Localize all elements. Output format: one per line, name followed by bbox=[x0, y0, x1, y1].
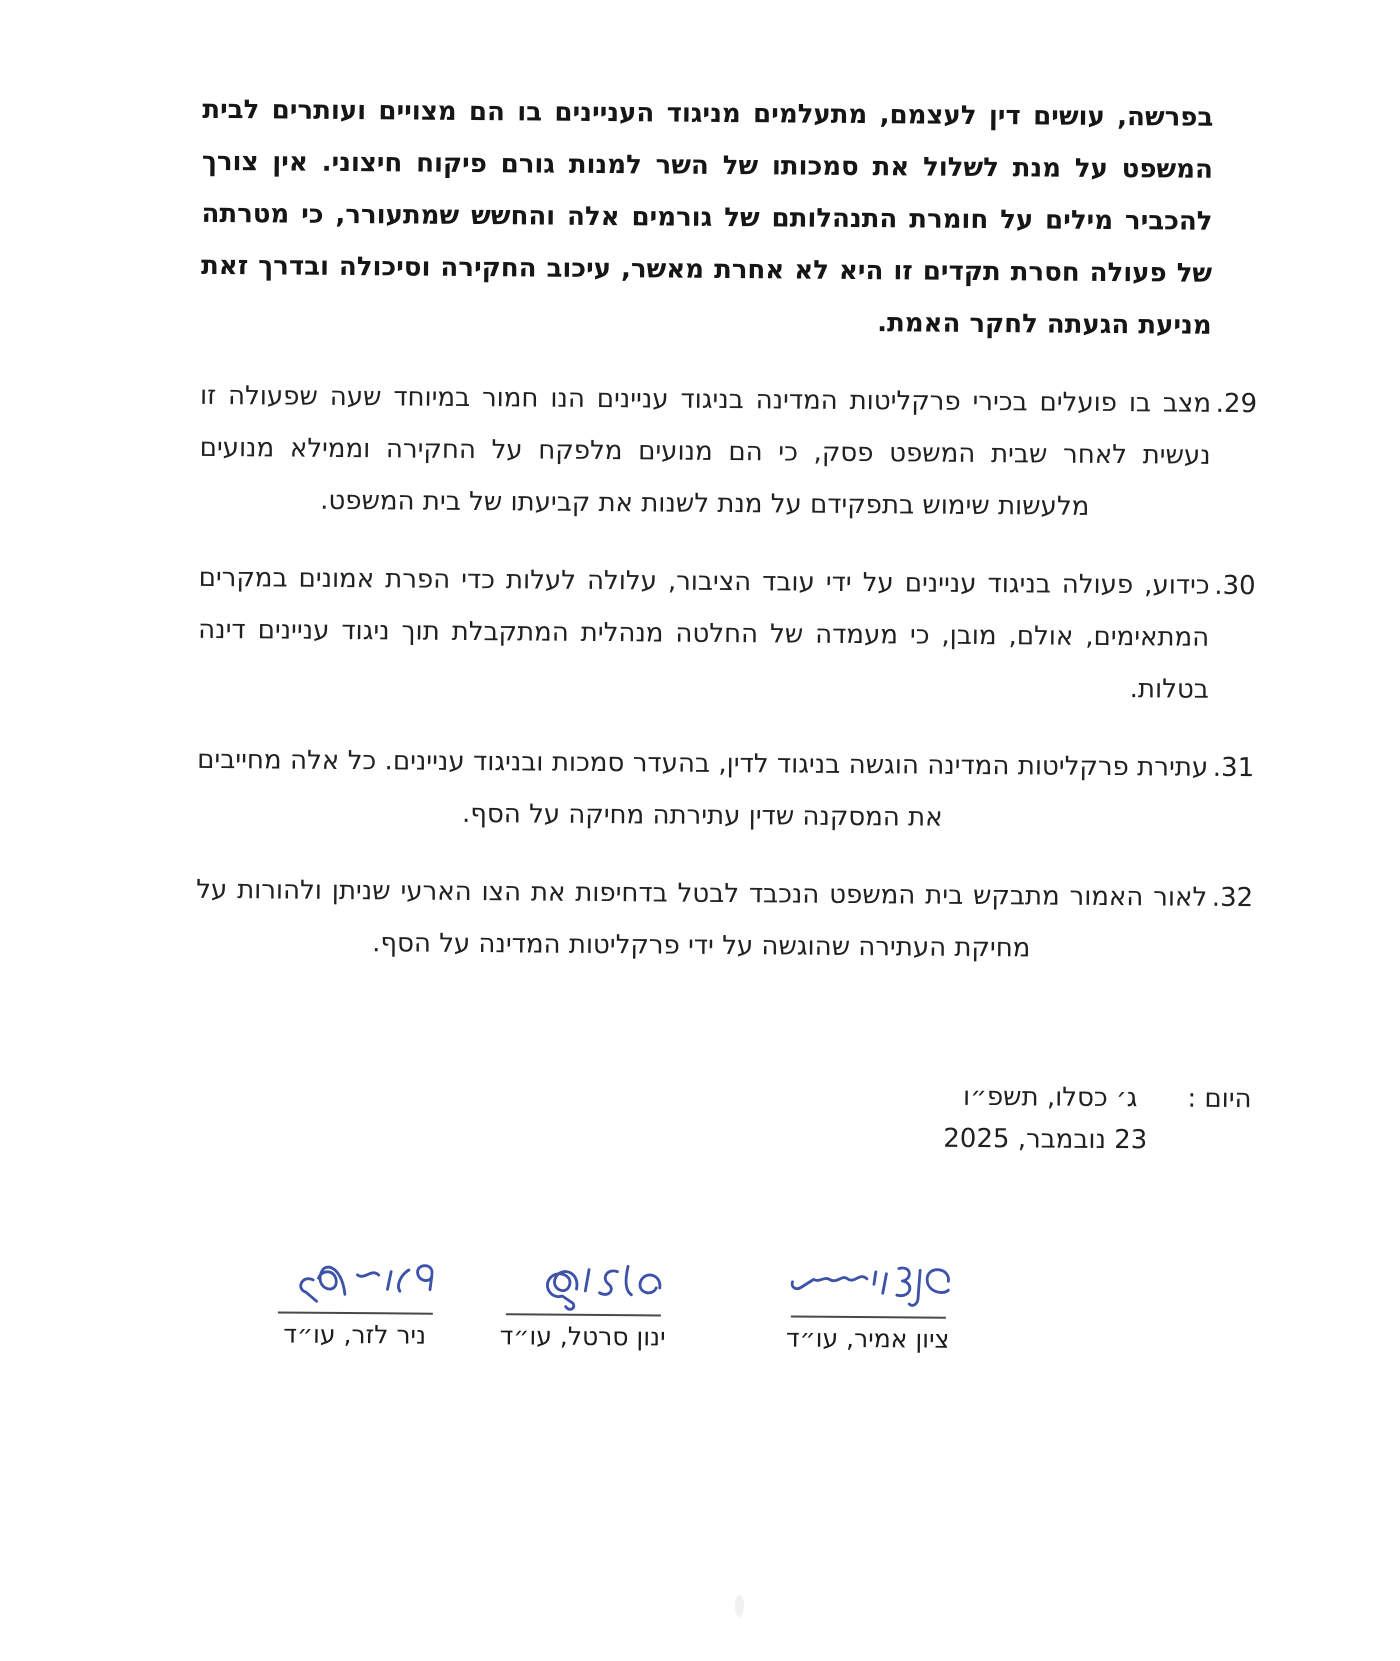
item-number: 30. bbox=[1214, 570, 1256, 602]
signature-scribble bbox=[262, 1249, 447, 1312]
item-number: 31. bbox=[1212, 752, 1255, 784]
signature-underline bbox=[790, 1316, 945, 1319]
item-text: מצב בו פועלים בכירי פרקליטות המדינה בניגוד עניינים הנו חמור במיוחד שעה שפעולה זו נעשית לאחר שבית המשפט פסק, כי הם מנועים מלפקח על החקירה וממילא מנועים מלעשות שימוש בתפקידם על מנת לשנות את קביעתו של בית המשפט. bbox=[199, 380, 1212, 522]
signature-scribble bbox=[490, 1251, 675, 1314]
numbered-paragraph-31 bbox=[197, 734, 1255, 846]
hebrew-date: ג׳ כסלו, תשפ״ו bbox=[962, 1081, 1138, 1114]
date-block bbox=[194, 1070, 1252, 1162]
item-text: כידוע, פעולה בניגוד עניינים על ידי עובד הציבור, עלולה לעלות כדי הפרת אמונים במקרים המתאימים, אולם, מובן, כי מעמדה של החלטה מנהלית המתקבלת תוך ניגוד עניינים דינה בטלות. bbox=[198, 562, 1210, 705]
item-text: עתירת פרקליטות המדינה הוגשה בניגוד לדין, בהעדר סמכות ובניגוד עניינים. כל אלה מחייבים את המסקנה שדין עתירתה מחיקה על הסף. bbox=[197, 744, 1209, 833]
signature-name: ינון סרטל, עו״ד bbox=[499, 1321, 666, 1352]
item-number: 32. bbox=[1211, 882, 1254, 914]
signature-underline bbox=[505, 1313, 660, 1316]
signature-name: ציון אמיר, עו״ד bbox=[785, 1323, 950, 1354]
gregorian-date: 23 נובמבר, 2025 bbox=[943, 1123, 1148, 1156]
signature-block-nir-lazar bbox=[255, 1249, 456, 1351]
numbered-paragraph-30 bbox=[198, 552, 1256, 716]
signature-scribble bbox=[775, 1253, 960, 1316]
signature-block-zion-amir bbox=[768, 1253, 969, 1355]
signature-block-yinon-sertel bbox=[483, 1251, 684, 1353]
item-text: לאור האמור מתבקש בית המשפט הנכבד לבטל בדחיפות את הצו הארעי שניתן ולהורות על מחיקת העתירה שהוגשה על ידי פרקליטות המדינה על הסף. bbox=[196, 874, 1208, 964]
numbered-paragraph-32 bbox=[196, 864, 1254, 976]
scan-smudge bbox=[735, 1595, 744, 1617]
date-label: היום : bbox=[1187, 1083, 1252, 1115]
signature-name: ניר לזר, עו״ד bbox=[283, 1319, 427, 1350]
document-content bbox=[194, 84, 1259, 1354]
item-number: 29. bbox=[1215, 388, 1258, 420]
intro-paragraph: בפרשה, עושים דין לעצמם, מתעלמים מניגוד העניינים בו הם מצויים ועותרים לבית המשפט על מנת לשלול את סמכותו של השר למנות גורם פיקוח חיצוני. אין צורך להכביר מילים על חומרת התנהלותם של גורמים אלה והחשש שמתעורר, כי מטרתה של פעולה חסרת תקדים זו היא לא אחרת מאשר, עיכוב החקירה וסיכולה ובדרך זאת מניעת הגעתה לחקר האמת. bbox=[200, 94, 1214, 341]
numbered-paragraph-29 bbox=[199, 370, 1257, 534]
signature-underline bbox=[277, 1311, 432, 1314]
